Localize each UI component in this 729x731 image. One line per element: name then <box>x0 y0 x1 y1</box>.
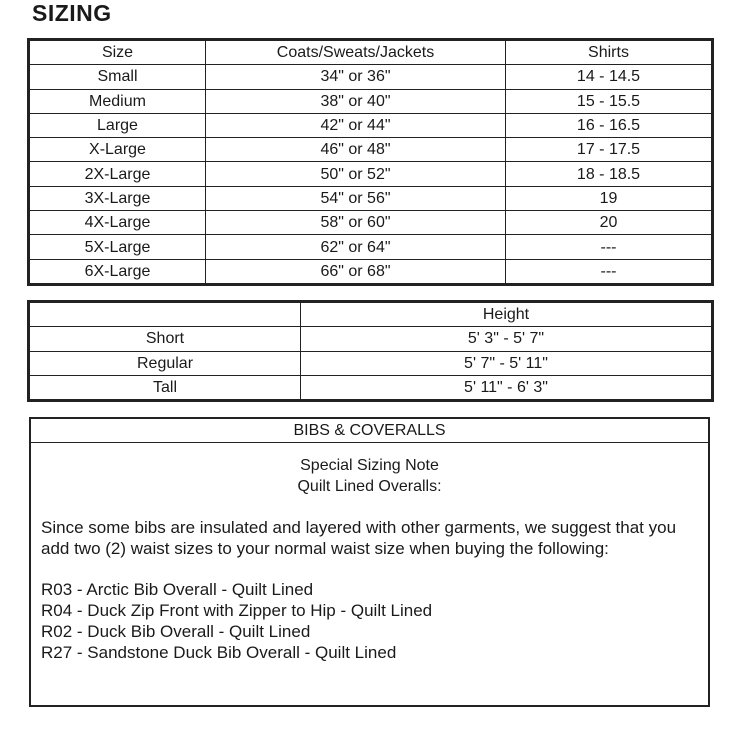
coats-size-cell: 42" or 44" <box>206 113 506 137</box>
coats-size-cell: 38" or 40" <box>206 89 506 113</box>
list-item: R02 - Duck Bib Overall - Quilt Lined <box>41 622 311 641</box>
coats-size-cell: 62" or 64" <box>206 235 506 259</box>
table-row <box>30 113 712 137</box>
size-cell: 2X-Large <box>30 162 206 186</box>
table-row <box>30 235 712 259</box>
special-sizing-note <box>31 455 708 497</box>
size-column-header: Size <box>30 41 206 65</box>
height-table-header-row <box>30 303 712 327</box>
size-cell: X-Large <box>30 138 206 162</box>
height-table <box>29 302 712 400</box>
list-item: R04 - Duck Zip Front with Zipper to Hip - Quilt Lined <box>41 601 433 620</box>
table-row <box>30 327 712 351</box>
note-line-1: Special Sizing Note <box>300 457 439 474</box>
coats-size-cell: 54" or 56" <box>206 186 506 210</box>
shirt-size-cell: 17 - 17.5 <box>506 138 712 162</box>
shirt-size-cell: 15 - 15.5 <box>506 89 712 113</box>
list-item: R03 - Arctic Bib Overall - Quilt Lined <box>41 580 314 599</box>
list-item: R27 - Sandstone Duck Bib Overall - Quilt Lined <box>41 643 397 662</box>
shirt-size-cell: 19 <box>506 186 712 210</box>
height-blank-header <box>30 303 301 327</box>
height-category-cell: Tall <box>30 375 301 399</box>
bibs-coveralls-box <box>29 417 710 707</box>
shirt-size-cell: 20 <box>506 211 712 235</box>
bibs-body-text: Since some bibs are insulated and layered with other garments, we suggest that you add two (2) waist sizes to your normal waist size when buying the following: <box>41 518 677 558</box>
table-row <box>30 89 712 113</box>
height-category-cell: Short <box>30 327 301 351</box>
shirt-size-cell: 18 - 18.5 <box>506 162 712 186</box>
shirts-column-header: Shirts <box>506 41 712 65</box>
shirt-size-cell: 16 - 16.5 <box>506 113 712 137</box>
size-cell: 4X-Large <box>30 211 206 235</box>
bibs-header: BIBS & COVERALLS <box>31 419 708 443</box>
table-row <box>30 211 712 235</box>
size-table-header-row <box>30 41 712 65</box>
shirt-size-cell: --- <box>506 259 712 283</box>
page-title: SIZING <box>32 0 112 26</box>
table-row <box>30 65 712 89</box>
coats-size-cell: 46" or 48" <box>206 138 506 162</box>
table-row <box>30 186 712 210</box>
table-row <box>30 351 712 375</box>
size-cell: 5X-Large <box>30 235 206 259</box>
product-list <box>41 579 698 663</box>
coats-size-cell: 34" or 36" <box>206 65 506 89</box>
note-line-2: Quilt Lined Overalls: <box>297 478 442 495</box>
size-cell: 3X-Large <box>30 186 206 210</box>
shirt-size-cell: 14 - 14.5 <box>506 65 712 89</box>
height-range-cell: 5' 11" - 6' 3" <box>301 375 712 399</box>
table-row <box>30 375 712 399</box>
coats-size-cell: 50" or 52" <box>206 162 506 186</box>
height-range-cell: 5' 3" - 5' 7" <box>301 327 712 351</box>
table-row <box>30 138 712 162</box>
height-category-cell: Regular <box>30 351 301 375</box>
size-cell: Large <box>30 113 206 137</box>
size-cell: 6X-Large <box>30 259 206 283</box>
size-cell: Small <box>30 65 206 89</box>
height-column-header: Height <box>301 303 712 327</box>
coats-size-cell: 58" or 60" <box>206 211 506 235</box>
size-table <box>29 40 712 284</box>
coats-size-cell: 66" or 68" <box>206 259 506 283</box>
table-row <box>30 162 712 186</box>
table-row <box>30 259 712 283</box>
coats-column-header: Coats/Sweats/Jackets <box>206 41 506 65</box>
size-cell: Medium <box>30 89 206 113</box>
shirt-size-cell: --- <box>506 235 712 259</box>
height-range-cell: 5' 7" - 5' 11" <box>301 351 712 375</box>
